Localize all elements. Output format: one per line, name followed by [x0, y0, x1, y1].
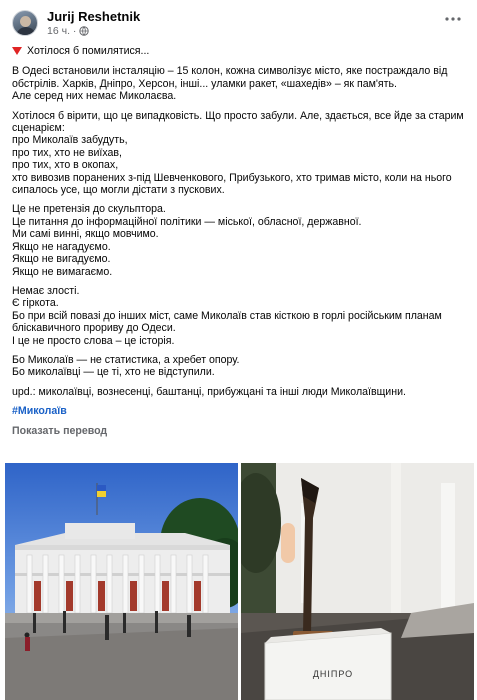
text-line: Хотілося б вірити, що це випадковість. Що просто забули. Але, здається, все йде за старим сценарієм: — [12, 109, 464, 135]
paragraph-3 — [12, 203, 467, 277]
text-line: Бо миколаївці — це ті, хто не відступили. — [12, 366, 215, 379]
text-line: Якщо не нагадуємо. — [12, 240, 111, 253]
paragraph-1 — [12, 65, 467, 102]
dnipro-column-illustration — [241, 463, 474, 700]
more-horizontal-icon — [445, 17, 461, 21]
globe-icon — [79, 26, 89, 36]
text-line: Немає злості. — [12, 284, 80, 297]
text-line: Бо при всій повазі до інших міст, саме Миколаїв став кісткою в горлі російським планам бліскавичного прориву до Одеси. — [12, 309, 442, 335]
paragraph-4 — [12, 285, 467, 347]
column-label: ДНІПРО — [312, 669, 354, 679]
show-translation-link[interactable]: Показать перевод — [12, 424, 108, 437]
post-meta — [47, 9, 441, 38]
text-line: Це питання до інформаційної політики — міської, обласної, державної. — [12, 215, 362, 228]
text-line: про тих, хто не виїхав, — [12, 146, 122, 159]
text-line: Ми самі винні, якщо мовчимо. — [12, 228, 159, 241]
more-options-button[interactable] — [441, 7, 465, 31]
paragraph-2 — [12, 110, 467, 197]
text-line: Але серед них немає Миколаєва. — [12, 90, 177, 103]
text-line: Бо Миколаїв — не статистика, а хребет опору. — [12, 353, 240, 366]
text-line: про тих, хто в окопах, — [12, 159, 119, 172]
text-line: Це не претензія до скульптора. — [12, 203, 166, 216]
city-hall-illustration — [5, 463, 238, 700]
hashtag-link[interactable]: #Миколаїв — [12, 405, 67, 418]
text-line: Якщо не вимагаємо. — [12, 265, 113, 278]
post-timestamp[interactable]: 16 ч. — [47, 24, 70, 37]
text-line: І це не просто слова – це історія. — [12, 334, 175, 347]
author-name[interactable]: Jurij Reshetnik — [47, 8, 141, 24]
text-line: хто вивозив поранених з-під Шевченкового, Прибузького, хто тримав місто, коли на нього сипалось усе, що могли дістати з пускових. — [12, 171, 452, 197]
paragraph-5 — [12, 354, 467, 379]
photo-city-hall[interactable] — [5, 463, 238, 700]
timestamp-row: 16 ч. · — [47, 25, 441, 38]
post-body — [12, 45, 467, 437]
text-line: upd.: миколаївці, вознесенці, баштанці, прибужцані та інші люди Миколаївщини. — [12, 385, 406, 398]
text-line: Якщо не вигадуємо. — [12, 253, 111, 266]
post-heading — [12, 45, 467, 57]
text-line: В Одесі встановили інсталяцію – 15 колон, кожна символізує місто, яке постраждало від обстрілів. Харків, Дніпро, Херсон, інші... уламки ракет, «шахедів» – як пам'ять. — [12, 65, 448, 90]
text-line: Є гіркота. — [12, 297, 59, 310]
post-heading-text: Хотілося б помилятися... — [27, 45, 150, 57]
paragraph-6 — [12, 386, 467, 398]
text-line: про Миколаїв забудуть, — [12, 134, 128, 147]
author-avatar[interactable] — [12, 10, 38, 36]
red-triangle-icon — [12, 47, 22, 55]
photo-grid — [5, 463, 474, 700]
photo-dnipro-column[interactable] — [241, 463, 474, 700]
post-header — [12, 6, 465, 40]
